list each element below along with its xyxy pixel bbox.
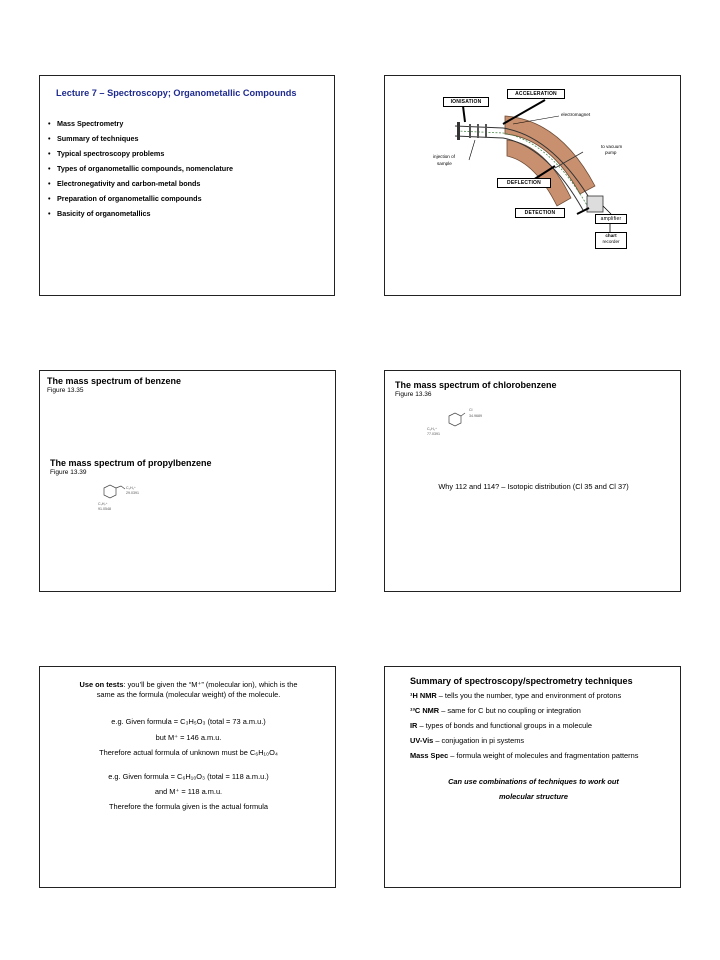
- arrow-line: [603, 206, 611, 214]
- benzene-title: The mass spectrum of benzene: [47, 376, 182, 386]
- slide-chlorobenzene-spectrum: [384, 370, 681, 592]
- injection-label: injection of: [433, 154, 455, 159]
- technique-term: Mass Spec: [410, 751, 449, 760]
- bullet-icon: •: [48, 164, 51, 173]
- technique-term: IR: [410, 721, 418, 730]
- bullet-icon: •: [48, 149, 51, 158]
- technique-desc: – same for C but no coupling or integration: [439, 706, 581, 715]
- slide-lecture-title: [39, 75, 335, 296]
- plate: [469, 124, 471, 138]
- list-item: [48, 206, 233, 221]
- bullet-icon: •: [48, 209, 51, 218]
- fragment-mass: 29.0391: [126, 491, 139, 495]
- bullet-text: Types of organometallic compounds, nomenclature: [57, 164, 233, 173]
- ionisation-label: IONISATION: [443, 97, 489, 107]
- bullet-icon: •: [48, 179, 51, 188]
- bullet-text: Mass Spectrometry: [57, 119, 124, 128]
- plate: [485, 124, 487, 138]
- slide-spectrometer-diagram: [384, 75, 681, 296]
- cl-mass: 34.9689: [469, 414, 482, 418]
- propylbenzene-structure-icon: [98, 484, 128, 504]
- example1-line3: Therefore actual formula of unknown must be C₆H₁₀O₄: [99, 748, 278, 757]
- technique-item: [410, 721, 592, 730]
- example2-line3: Therefore the formula given is the actual formula: [109, 802, 268, 811]
- chart-recorder-box: [595, 232, 627, 249]
- bullet-text: Electronegativity and carbon-metal bonds: [57, 179, 201, 188]
- summary-note-line1: Can use combinations of techniques to work out: [448, 777, 619, 786]
- list-item: [48, 191, 233, 206]
- bullet-icon: •: [48, 134, 51, 143]
- use-on-tests-label: Use on tests: [79, 680, 124, 689]
- pump-label: pump: [605, 150, 617, 155]
- acceleration-label: ACCELERATION: [507, 89, 565, 99]
- slide-title: Lecture 7 – Spectroscopy; Organometallic Compounds: [56, 88, 297, 98]
- detection-label: DETECTION: [515, 208, 565, 218]
- recorder-label: recorder: [602, 239, 620, 244]
- c6h5-mass: 77.0391: [427, 432, 440, 436]
- intro-line-2: same as the formula (molecular weight) of the molecule.: [96, 690, 281, 699]
- fragment-label: C₇H₇⁺: [98, 502, 108, 506]
- list-item: [48, 116, 233, 131]
- slide-use-on-tests: [39, 666, 336, 888]
- bullet-text: Typical spectroscopy problems: [57, 149, 165, 158]
- plate: [457, 122, 460, 140]
- to-vacuum-label: to vacuum: [601, 144, 623, 149]
- benzene-figure-ref: Figure 13.35: [47, 387, 84, 394]
- example1-line2: but M⁺ = 146 a.m.u.: [155, 733, 222, 742]
- fragment-mass: 91.0548: [98, 507, 111, 511]
- list-item: [48, 176, 233, 191]
- slide-techniques-summary: [384, 666, 681, 888]
- topic-list: [48, 116, 233, 221]
- amplifier-label: amplifier: [595, 214, 627, 224]
- bullet-icon: •: [48, 194, 51, 203]
- fragment-label: C₂H₅⁺: [126, 486, 136, 490]
- propylbenzene-figure-ref: Figure 13.39: [50, 469, 87, 476]
- list-item: [48, 161, 233, 176]
- technique-term: ¹H NMR: [410, 691, 437, 700]
- electromagnet-label: electromagnet: [561, 112, 591, 117]
- example2-line1: e.g. Given formula = C₆H₁₀O₃ (total = 118 a.m.u.): [108, 772, 269, 781]
- chart-label: chart: [605, 233, 617, 238]
- arrow-line: [463, 106, 465, 122]
- summary-note-line2: molecular structure: [498, 792, 568, 801]
- bullet-text: Summary of techniques: [57, 134, 139, 143]
- bullet-text: Basicity of organometallics: [57, 209, 151, 218]
- intro-line-1: [40, 680, 337, 689]
- chlorobenzene-figure-ref: Figure 13.36: [395, 391, 432, 398]
- deflection-label: DEFLECTION: [497, 178, 551, 188]
- c6h5-label: C₆H₅⁺: [427, 427, 437, 431]
- technique-desc: – types of bonds and functional groups in a molecule: [417, 721, 593, 730]
- technique-item: [410, 691, 621, 700]
- example2-line2: and M⁺ = 118 a.m.u.: [154, 787, 223, 796]
- list-item: [48, 146, 233, 161]
- technique-desc: – conjugation in pi systems: [433, 736, 525, 745]
- technique-term: UV-Vis: [410, 736, 434, 745]
- example1-line1: e.g. Given formula = C₃H₅O₃ (total = 73 a.m.u.): [111, 717, 266, 726]
- detector: [587, 196, 603, 212]
- list-item: [48, 131, 233, 146]
- sample-label: sample: [437, 161, 452, 166]
- technique-item: [410, 706, 581, 715]
- technique-desc: – formula weight of molecules and fragmentation patterns: [448, 751, 639, 760]
- chlorobenzene-structure-icon: [445, 411, 467, 431]
- isotope-question: Why 112 and 114? – Isotopic distribution (Cl 35 and Cl 37): [438, 482, 629, 491]
- technique-desc: – tells you the number, type and environment of protons: [436, 691, 622, 700]
- bullet-text: Preparation of organometallic compounds: [57, 194, 202, 203]
- slide-benzene-spectra: [39, 370, 336, 592]
- technique-item: [410, 736, 524, 745]
- intro-text: : you’ll be given the “M⁺” (molecular ion), which is the: [123, 680, 298, 689]
- technique-term: ¹³C NMR: [410, 706, 440, 715]
- propylbenzene-title: The mass spectrum of propylbenzene: [50, 458, 212, 468]
- arrow-line: [469, 140, 475, 160]
- cl-label: Cl: [469, 408, 473, 412]
- chlorobenzene-title: The mass spectrum of chlorobenzene: [395, 380, 557, 390]
- bullet-icon: •: [48, 119, 51, 128]
- summary-title: Summary of spectroscopy/spectrometry techniques: [410, 676, 633, 686]
- technique-item: [410, 751, 638, 760]
- plate: [477, 124, 479, 138]
